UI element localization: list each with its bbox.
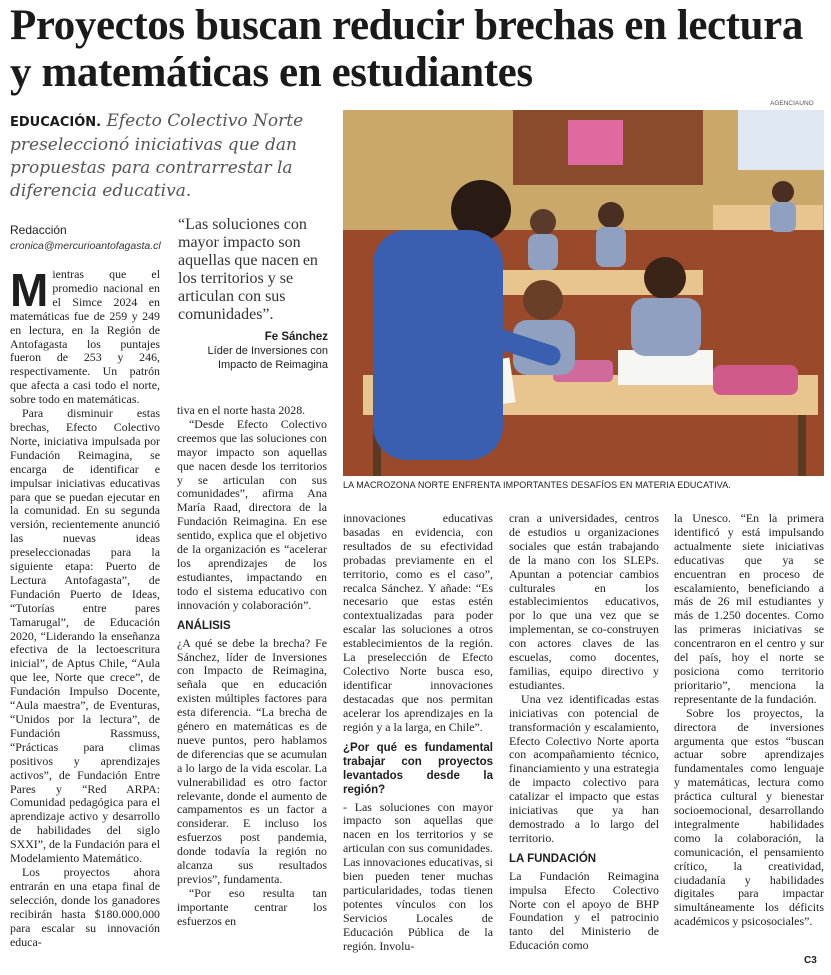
article-column-5 xyxy=(674,512,824,929)
paragraph: ¿A qué se debe la brecha? Fe Sánchez, líder de Inversiones con Impacto de Reimagina, señala que en educación existen múltiples factores para esta diferencia. “La brecha de género en matemáticas es de nueve puntos, pero hablamos de diferencias que se acumulan a lo largo de la vida escolar. La vulnerabilidad es otro factor relevante, donde el aumento de campamentos es un factor a considerar. E incluso los esfuerzos post pandemia, donde todavía la región no alcanza sus resultados previos”, fundamenta. xyxy=(177,635,327,886)
student-uniform xyxy=(528,234,558,270)
student-head xyxy=(598,202,624,228)
quote-author-role: Líder de Inversiones con Impacto de Reimagina xyxy=(207,345,328,371)
paragraph: ientras que el promedio nacional en el Simce 2024 en matemáticas fue de 259 y 249 en lectura, en la Región de Antofagasta los puntajes fueron de 253 y 246, respectivamente. Un patrón que afecta a casi todo el norte, sobre todo en matemáticas. xyxy=(10,267,160,407)
section-tag: EDUCACIÓN. xyxy=(10,115,102,130)
wall-poster xyxy=(568,120,623,165)
paragraph: Los proyectos ahora entrarán en una etapa final de selección, donde los ganadores recibirán hasta $180.000.000 para escalar su innovación educa- xyxy=(10,864,160,949)
paragraph: Sobre los proyectos, la directora de inversiones argumenta que estos “buscan actuar sobre aprendizajes fundamentales como lenguaje y matemáticas, lectura como práctica cultural y bienestar socioemocional, desarrollando integralmente habilidades como la colaboración, la comunicación, el pensamiento crítico, la creatividad, ciudadanía y habilidades digitales para impactar simultáneamente los déficits académicos y psicosociales”. xyxy=(674,705,824,929)
student-uniform xyxy=(596,227,626,267)
headline: Proyectos buscan reducir brechas en lectura y matemáticas en estudiantes xyxy=(10,2,803,96)
window xyxy=(738,110,824,170)
pull-quote: “Las soluciones con mayor impacto son aquellas que nacen en los territorios y se articulan con sus comunidades”. xyxy=(178,216,318,323)
student-head xyxy=(772,181,794,203)
article-column-3 xyxy=(343,512,493,953)
article-column-2 xyxy=(177,404,327,929)
student-head xyxy=(644,257,686,299)
qa-heading: ¿Por qué es fundamental trabajar con proyectos levantados desde la región? xyxy=(343,741,493,796)
far-desk xyxy=(713,205,823,230)
byline xyxy=(10,222,161,254)
paragraph: Una vez identificadas estas iniciativas con potencial de transformación y escalamiento, Efecto Colectivo Norte aporta con acompañamiento técnico, financiamiento y una estrategia de impacto colectivo para catalizar el impacto que estas iniciativas que ya han demostrado a lo largo del territorio. xyxy=(509,691,659,845)
classroom-illustration xyxy=(343,110,824,476)
paragraph: La Fundación Reimagina impulsa Efecto Colectivo Norte con el apoyo de BHP Foundation y el patrocinio tanto del Ministerio de Educación como xyxy=(509,868,659,953)
lead-text: Efecto Colectivo Norte preseleccionó iniciativas que dan propuestas para contrarrestar la diferencia educativa. xyxy=(10,111,304,201)
teacher-body xyxy=(373,230,503,460)
article-column-4 xyxy=(509,512,659,953)
lead-paragraph xyxy=(10,110,330,203)
student-head xyxy=(523,280,563,320)
desk-leg xyxy=(798,415,806,476)
paragraph: “Por eso resulta tan importante centrar los esfuerzos en xyxy=(177,885,327,928)
paragraph: Para disminuir estas brechas, Efecto Colectivo Norte, iniciativa impulsada por Fundación Reimagina, se encarga de identificar e impulsar iniciativas educativas para que se puedan ejecutar en la comunidad. En su segunda versión, recientemente anunció las nuevas ideas preseleccionadas para la siguiente etapa: Puerto de Lectura Antofagasta”, de Fundación Puerto de Ideas, “Tutorías entre pares Tamarugal”, de Educación 2020, “Liderando la enseñanza efectiva de la lectoescritura inicial”, de Aptus Chile, “Aula que lee, Norte que crece”, de Fundación Impulso Docente, “Aula maestra”, de Eventuras, “Unidos por la lectura”, de Fundación Rassmuss, “Prácticas para climas positivos y aprendizajes activos”, de Fundación Entre Pares y “Red ARPA: Comunidad pedagógica para el aprendizaje activo y desarrollo de habilidades del siglo SXXI”, de la Fundación para el Modelamiento Matemático. xyxy=(10,406,160,866)
student-uniform xyxy=(770,202,796,232)
pull-quote-attribution xyxy=(178,330,328,372)
student-uniform xyxy=(631,298,701,356)
byline-email[interactable]: cronica@mercurioantofagasta.cl xyxy=(10,240,161,252)
byline-author: Redacción xyxy=(10,223,67,237)
section-heading-analisis: ANÁLISIS xyxy=(177,619,231,632)
photo-caption: LA MACROZONA NORTE ENFRENTA IMPORTANTES DESAFÍOS EN MATERIA EDUCATIVA. xyxy=(343,480,731,490)
photo-credit: AGENCIAUNO xyxy=(770,100,814,107)
paragraph: “Desde Efecto Colectivo creemos que las soluciones con mayor impacto son aquellas que nacen desde los territorios y se articulan con sus comunidades”, afirma Ana María Raad, directora de la Fundación Reimagina. En ese sentido, explica que el objetivo de la organización es “acelerar los aprendizajes de los estudiantes, impactando en todo el sistema educativo con innovación y colaboración”. xyxy=(177,416,327,612)
paragraph: - Las soluciones con mayor impacto son aquellas que nacen en los territorios y se articulan con sus comunidades. Las innovaciones educativas, si bien pueden tener muchas particularidades, todas tienen potentes vínculos con los Servicios Locales de Educación Pública de la región. Involu- xyxy=(343,799,493,953)
drop-cap: M xyxy=(10,264,49,316)
article-column-1 xyxy=(10,264,160,949)
pencil-case xyxy=(713,365,798,395)
paragraph: innovaciones educativas basadas en evidencia, con resultados de su efectividad probadas previamente en el territorio, como es el caso”, recalca Sánchez. Y añade: “Es necesario que estas estén contextualizadas para poder escalar las soluciones a otros establecimientos de la región. La preselección de Efecto Colectivo Norte busca eso, identificar innovaciones destacadas que nos permitan acelerar los aprendizajes en la región y a la larga, en Chile”. xyxy=(343,511,493,734)
section-heading-fundacion: LA FUNDACIÓN xyxy=(509,852,597,865)
paragraph: cran a universidades, centros de estudios u organizaciones sociales que están trabajando de la mano con los SLEPs. Apuntan a potenciar cambios culturales en los establecimientos educativos, por lo que una vez que se implementan, se co-construyen con actores claves de las escuelas, como docentes, familias, equipo directivo y estudiantes. xyxy=(509,511,659,692)
quote-author-name: Fe Sánchez xyxy=(264,331,328,343)
paragraph: la Unesco. “En la primera identificó y está impulsando actualmente siete iniciativas educativas que ya se encuentran en proceso de escalamiento, beneficiando a más de 26 mil estudiantes y más de 1.250 docentes. Como las primeras iniciativas se concentraron en el centro y sur del país, hoy el norte se posiciona como territorio prioritario”, menciona la representante de la fundación. xyxy=(674,511,824,706)
paragraph: tiva en el norte hasta 2028. xyxy=(177,403,306,417)
student-head xyxy=(530,209,556,235)
footer-mark: C3 xyxy=(804,955,817,966)
classroom-photo xyxy=(343,110,824,476)
